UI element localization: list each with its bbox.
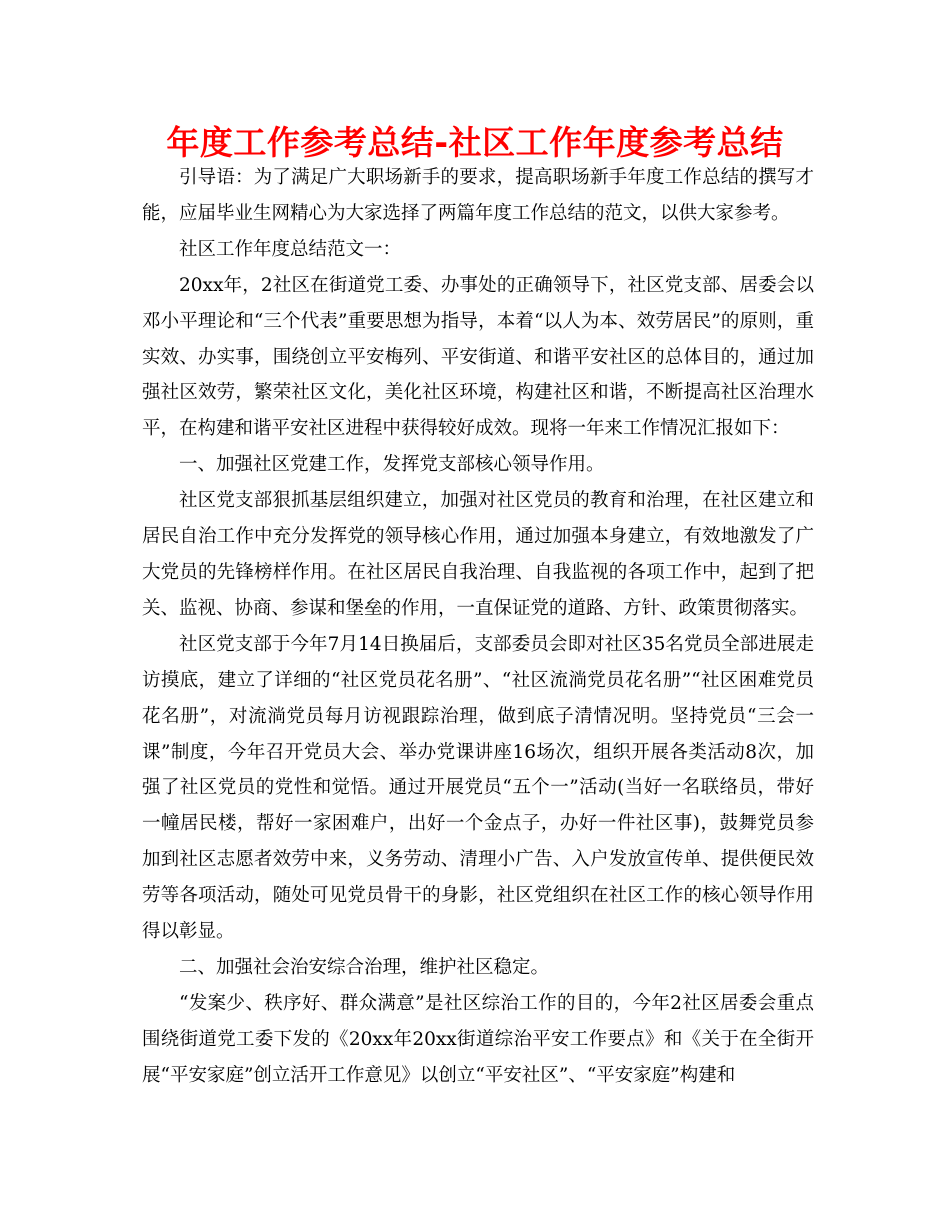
- document-body: [142, 160, 814, 1128]
- section-heading-two: 二、加强社会治安综合治理，维护社区稳定。: [179, 956, 550, 978]
- paragraph-overview: 20xx年，2社区在街道党工委、办事处的正确领导下，社区党支部、居委会以邓小平理论和“三个代表”重要思想为指导，本着“以人为本、效劳居民”的原则，重实效、办实事，围绕创立平安梅列、平安街道、和谐平安社区的总体目的，通过加强社区效劳，繁荣社区文化，美化社区环境，构建社区和谐，不断提高社区治理水平，在构建和谐平安社区进程中获得较好成效。现将一年来工作情况汇报如下：: [142, 274, 814, 440]
- paragraph-heading-sample-one: 社区工作年度总结范文一：: [179, 238, 402, 260]
- paragraph-intro: 引导语：为了满足广大职场新手的要求，提高职场新手年度工作总结的撰写才能，应届毕业生网精心为大家选择了两篇年度工作总结的范文，以供大家参考。: [142, 167, 814, 224]
- paragraph-party-building: 社区党支部狠抓基层组织建立，加强对社区党员的教育和治理，在社区建立和居民自治工作中充分发挥党的领导核心作用，通过加强本身建立，有效地激发了广大党员的先锋榜样作用。在社区居民自我治理、自我监视的各项工作中，起到了把关、监视、协商、参谋和堡垒的作用，一直保证党的道路、方针、政策贯彻落实。: [142, 490, 814, 619]
- document-title: 年度工作参考总结-社区工作年度参考总结: [166, 123, 784, 162]
- paragraph-public-security: “发案少、秩序好、群众满意”是社区综治工作的目的，今年2社区居委会重点围绕街道党工委下发的《20xx年20xx街道综治平安工作要点》和《关于在全街开展“平安家庭”创立活开工作意见》以创立“平安社区”、“平安家庭”构建和: [142, 992, 814, 1086]
- section-heading-one: 一、加强社区党建工作，发挥党支部核心领导作用。: [179, 454, 605, 476]
- paragraph-party-members: 社区党支部于今年7月14日换届后，支部委员会即对社区35名党员全部进展走访摸底，建立了详细的“社区党员花名册”、“社区流淌党员花名册”“社区困难党员花名册”，对流淌党员每月访视跟踪治理，做到底子清情况明。坚持党员“三会一课”制度，今年召开党员大会、举办党课讲座16场次，组织开展各类活动8次，加强了社区党员的党性和觉悟。通过开展党员“五个一”活动(当好一名联络员，带好一幢居民楼，帮好一家困难户，出好一个金点子，办好一件社区事)，鼓舞党员参加到社区志愿者效劳中来，义务劳动、清理小广告、入户发放宣传单、提供便民效劳等各项活动，随处可见党员骨干的身影，社区党组织在社区工作的核心领导作用得以彰显。: [142, 633, 814, 943]
